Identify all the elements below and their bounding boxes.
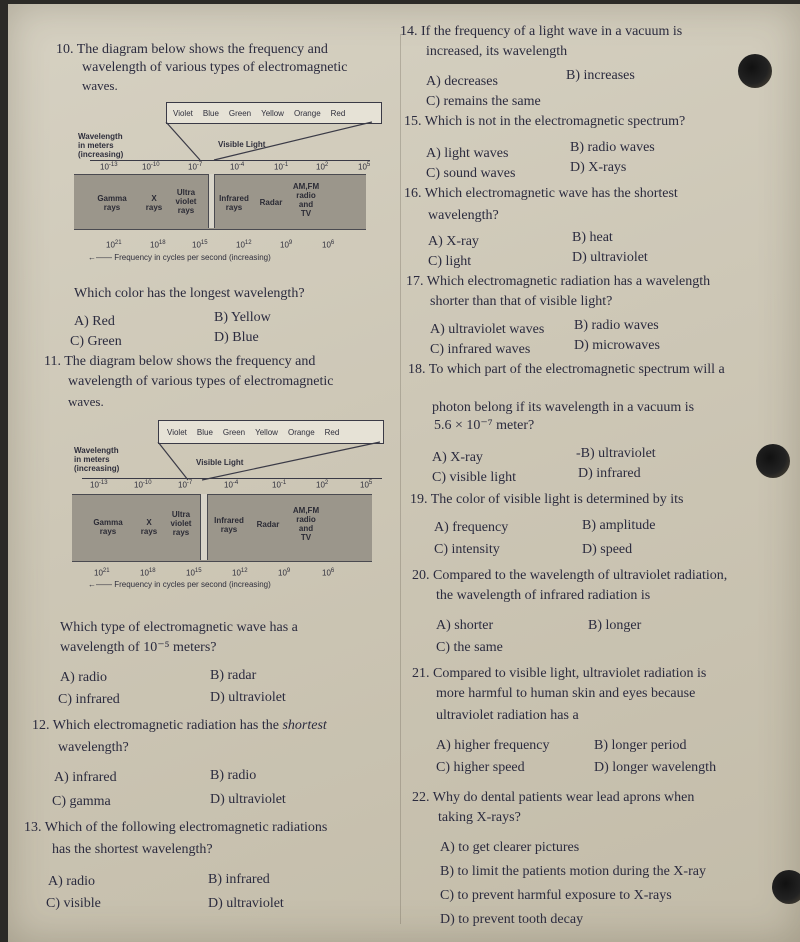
q14-stem-line2: increased, its wavelength xyxy=(426,44,568,59)
band-xray-2 xyxy=(136,518,162,536)
q11-stem-line1: 11. The diagram below shows the frequency and xyxy=(44,354,316,369)
band-ir-l1: Infrared xyxy=(219,194,249,203)
frequency-label-text-2: Frequency in cycles per second (increasing) xyxy=(114,580,271,589)
q20-option-b: B) longer xyxy=(588,618,642,633)
band-xray-2-l2: rays xyxy=(140,527,158,536)
q18-stem-line2: photon belong if its wavelength in a vacuum is xyxy=(432,400,695,415)
q12-option-b: B) radio xyxy=(210,768,257,783)
q20-stem-line2: the wavelength of infrared radiation is xyxy=(436,588,651,603)
frequency-label-text: Frequency in cycles per second (increasing) xyxy=(114,253,271,262)
q15-option-b: B) radio waves xyxy=(570,140,655,155)
q15-option-a: A) light waves xyxy=(426,146,509,161)
frequency-axis-label-2: ←—— Frequency in cycles per second (increasing) xyxy=(88,580,271,589)
q13-option-a: A) radio xyxy=(48,874,96,889)
color-blue: Blue xyxy=(202,108,219,118)
band-gamma-l2: rays xyxy=(103,203,121,212)
freq-tick-1: $10^{21}$ xyxy=(106,240,122,250)
band-uv xyxy=(170,188,202,215)
color-green: Green xyxy=(228,108,252,118)
band-xray-l1: X xyxy=(151,194,157,203)
q13-stem-line1: 13. Which of the following electromagnetic radiations xyxy=(24,820,328,835)
wl-tick-6: $10^2$ xyxy=(316,162,329,172)
band-uv-2-l2: violet xyxy=(170,519,192,528)
band-uv-l2: violet xyxy=(175,197,197,206)
q22-option-b: B) to limit the patients motion during the X-ray xyxy=(440,864,706,879)
q11-option-b: B) radar xyxy=(210,668,257,683)
band-ir-l2: rays xyxy=(225,203,243,212)
q16-option-b: B) heat xyxy=(572,230,613,245)
q19-option-d: D) speed xyxy=(582,542,633,557)
binder-hole-top xyxy=(738,54,772,88)
q20-stem-line1: 20. Compared to the wavelength of ultraviolet radiation, xyxy=(412,568,728,583)
color-red-2: Red xyxy=(324,427,340,437)
wl-tick-5: $10^{-1}$ xyxy=(274,162,289,172)
band-radio-l1: AM,FM xyxy=(292,182,320,191)
q14-option-b: B) increases xyxy=(566,68,635,83)
q11-stem-line2: wavelength of various types of electromagnetic xyxy=(68,374,334,389)
freq2-tick-3: $10^{15}$ xyxy=(186,568,202,578)
q12-stem-line1 xyxy=(32,716,327,736)
q10-option-b: B) Yellow xyxy=(214,310,271,325)
q16-stem-line1: 16. Which electromagnetic wave has the shortest xyxy=(404,186,678,201)
band-infrared xyxy=(214,194,254,212)
wl2-tick-4: $10^{-4}$ xyxy=(224,480,239,490)
freq2-tick-4: $10^{12}$ xyxy=(232,568,248,578)
q18-option-b: -B) ultraviolet xyxy=(576,446,656,461)
wavelength-axis-line xyxy=(90,160,370,161)
color-violet-2: Violet xyxy=(167,427,187,437)
band-radio xyxy=(286,182,326,218)
band-uv-2-l3: rays xyxy=(172,528,190,537)
column-divider xyxy=(400,34,401,924)
q15-stem: 15. Which is not in the electromagnetic spectrum? xyxy=(404,114,686,129)
q22-option-c: C) to prevent harmful exposure to X-rays xyxy=(440,888,672,903)
wl2-tick-1: $10^{-13}$ xyxy=(90,480,108,490)
wl2-tick-6: $10^2$ xyxy=(316,480,329,490)
band-radio-l2: radio xyxy=(296,191,316,200)
band-radio-2-l4: TV xyxy=(300,533,312,542)
freq-tick-5: $10^9$ xyxy=(280,240,293,250)
q11-option-c: C) infrared xyxy=(58,692,120,707)
color-yellow: Yellow xyxy=(261,108,284,118)
band-radio-2-l3: and xyxy=(298,524,314,533)
q16-option-d: D) ultraviolet xyxy=(572,250,648,265)
q12-stem-pre: 12. Which electromagnetic radiation has the xyxy=(32,718,283,733)
q22-option-d: D) to prevent tooth decay xyxy=(440,912,584,927)
q10-stem-line2: wavelength of various types of electromagnetic xyxy=(82,60,348,75)
wavelength-label-2-line1: Wavelength xyxy=(74,446,119,455)
q20-option-a: A) shorter xyxy=(436,618,494,633)
band-uv-l3: rays xyxy=(177,206,195,215)
q14-option-a: A) decreases xyxy=(426,74,498,89)
binder-hole-middle xyxy=(756,444,790,478)
band-gamma-2 xyxy=(86,518,130,536)
em-spectrum-diagram-2 xyxy=(62,416,392,596)
q12-option-c: C) gamma xyxy=(52,794,111,809)
q17-stem-line1: 17. Which electromagnetic radiation has a wavelength xyxy=(406,274,711,289)
freq-tick-2: $10^{18}$ xyxy=(150,240,166,250)
visible-light-label-2: Visible Light xyxy=(196,458,244,467)
frequency-axis-label: ←—— Frequency in cycles per second (increasing) xyxy=(88,253,271,262)
q20-option-c: C) the same xyxy=(436,640,503,655)
wl2-tick-7: $10^5$ xyxy=(360,480,373,490)
q18-option-c: C) visible light xyxy=(432,470,516,485)
q18-option-a: A) X-ray xyxy=(432,450,483,465)
freq2-tick-2: $10^{18}$ xyxy=(140,568,156,578)
wl2-tick-3: $10^{-7}$ xyxy=(178,480,193,490)
band-radar-2: Radar xyxy=(256,520,280,529)
wavelength-label-2-line3: (increasing) xyxy=(74,464,120,473)
color-orange: Orange xyxy=(293,108,321,118)
wl-tick-1: $10^{-13}$ xyxy=(100,162,118,172)
wl-tick-7: $10^5$ xyxy=(358,162,371,172)
freq-tick-3: $10^{15}$ xyxy=(192,240,208,250)
q10-ask: Which color has the longest wavelength? xyxy=(74,286,305,301)
q12-stem-line2: wavelength? xyxy=(58,740,129,755)
band-radio-l4: TV xyxy=(300,209,312,218)
q14-stem-line1: 14. If the frequency of a light wave in a vacuum is xyxy=(400,24,683,39)
q15-option-d: D) X-rays xyxy=(570,160,627,175)
q10-option-c: C) Green xyxy=(70,334,122,349)
q10-stem-line3: waves. xyxy=(82,78,118,93)
wavelength-label xyxy=(78,132,123,159)
q22-option-a: A) to get clearer pictures xyxy=(440,840,580,855)
q19-option-a: A) frequency xyxy=(434,520,509,535)
wl-tick-2: $10^{-10}$ xyxy=(142,162,160,172)
q11-stem-line3: waves. xyxy=(68,394,104,409)
q10-stem-line1: 10. The diagram below shows the frequency and xyxy=(56,42,328,57)
q14-option-c: C) remains the same xyxy=(426,94,541,109)
q17-option-b: B) radio waves xyxy=(574,318,659,333)
q13-option-b: B) infrared xyxy=(208,872,270,887)
q21-stem-line3: ultraviolet radiation has a xyxy=(436,708,579,723)
q10-option-a: A) Red xyxy=(74,314,115,329)
freq-tick-6: $10^6$ xyxy=(322,240,335,250)
band-ir-2-l2: rays xyxy=(220,525,238,534)
wavelength-label-line1: Wavelength xyxy=(78,132,123,141)
q16-option-a: A) X-ray xyxy=(428,234,479,249)
band-gamma-2-l2: rays xyxy=(99,527,117,536)
band-gamma xyxy=(92,194,132,212)
band-gamma-2-l1: Gamma xyxy=(93,518,123,527)
visible-slice-2 xyxy=(200,494,208,560)
wavelength-label-line2: in meters xyxy=(78,141,114,150)
q11-ask-line1: Which type of electromagnetic wave has a xyxy=(60,620,298,635)
band-radar: Radar xyxy=(259,198,283,207)
q13-stem-line2: has the shortest wavelength? xyxy=(52,842,213,857)
q18-stem-line3: 5.6 × 10⁻⁷ meter? xyxy=(434,418,535,433)
q21-stem-line1: 21. Compared to visible light, ultraviolet radiation is xyxy=(412,666,707,681)
q18-stem-line1: 18. To which part of the electromagnetic spectrum will a xyxy=(408,362,725,377)
q11-option-a: A) radio xyxy=(60,670,108,685)
band-uv-l1: Ultra xyxy=(176,188,196,197)
worksheet-page xyxy=(8,4,800,942)
q12-option-a: A) infrared xyxy=(54,770,117,785)
q21-stem-line2: more harmful to human skin and eyes because xyxy=(436,686,696,701)
q22-stem-line1: 22. Why do dental patients wear lead aprons when xyxy=(412,790,695,805)
wavelength-label-2-line2: in meters xyxy=(74,455,110,464)
band-radio-2-l2: radio xyxy=(296,515,316,524)
freq2-tick-1: $10^{21}$ xyxy=(94,568,110,578)
q19-stem: 19. The color of visible light is determined by its xyxy=(410,492,684,507)
band-xray-2-l1: X xyxy=(146,518,152,527)
band-radio-l3: and xyxy=(298,200,314,209)
q17-stem-line2: shorter than that of visible light? xyxy=(430,294,613,309)
band-radio-2-l1: AM,FM xyxy=(292,506,320,515)
q19-option-c: C) intensity xyxy=(434,542,500,557)
em-spectrum-diagram-1 xyxy=(70,98,380,268)
q17-option-d: D) microwaves xyxy=(574,338,660,353)
q21-option-a: A) higher frequency xyxy=(436,738,550,753)
wavelength-label-line3: (increasing) xyxy=(78,150,124,159)
freq-tick-4: $10^{12}$ xyxy=(236,240,252,250)
q12-stem-emphasis: shortest xyxy=(282,718,327,733)
visible-light-label: Visible Light xyxy=(218,140,266,149)
freq2-tick-5: $10^9$ xyxy=(278,568,291,578)
color-orange-2: Orange xyxy=(287,427,315,437)
color-red: Red xyxy=(330,108,346,118)
wl2-tick-2: $10^{-10}$ xyxy=(134,480,152,490)
q16-option-c: C) light xyxy=(428,254,472,269)
band-infrared-2 xyxy=(208,516,250,534)
q11-ask-line2: wavelength of 10⁻⁵ meters? xyxy=(60,640,217,655)
q17-option-c: C) infrared waves xyxy=(430,342,531,357)
color-violet: Violet xyxy=(173,108,193,118)
band-uv-2-l1: Ultra xyxy=(171,510,191,519)
band-xray-l2: rays xyxy=(145,203,163,212)
wavelength-label-2 xyxy=(74,446,119,473)
q11-option-d: D) ultraviolet xyxy=(210,690,286,705)
color-green-2: Green xyxy=(222,427,246,437)
band-uv-2 xyxy=(164,510,198,537)
q12-option-d: D) ultraviolet xyxy=(210,792,286,807)
q22-stem-line2: taking X-rays? xyxy=(438,810,521,825)
q13-option-c: C) visible xyxy=(46,896,101,911)
color-blue-2: Blue xyxy=(196,427,213,437)
q21-option-d: D) longer wavelength xyxy=(594,760,717,775)
freq2-tick-6: $10^6$ xyxy=(322,568,335,578)
q19-option-b: B) amplitude xyxy=(582,518,656,533)
binder-hole-bottom xyxy=(772,870,800,904)
color-yellow-2: Yellow xyxy=(255,427,278,437)
band-gamma-l1: Gamma xyxy=(97,194,127,203)
band-ir-2-l1: Infrared xyxy=(214,516,244,525)
q10-option-d: D) Blue xyxy=(214,330,259,345)
wavelength-axis-line-2 xyxy=(82,478,382,479)
band-xray xyxy=(142,194,166,212)
q18-option-d: D) infrared xyxy=(578,466,641,481)
wl-tick-3: $10^{-7}$ xyxy=(188,162,203,172)
q13-option-d: D) ultraviolet xyxy=(208,896,284,911)
wl-tick-4: $10^{-4}$ xyxy=(230,162,245,172)
q15-option-c: C) sound waves xyxy=(426,166,516,181)
q21-option-b: B) longer period xyxy=(594,738,687,753)
wl2-tick-5: $10^{-1}$ xyxy=(272,480,287,490)
q21-option-c: C) higher speed xyxy=(436,760,525,775)
band-radio-2 xyxy=(284,506,328,542)
q17-option-a: A) ultraviolet waves xyxy=(430,322,545,337)
q16-stem-line2: wavelength? xyxy=(428,208,499,223)
